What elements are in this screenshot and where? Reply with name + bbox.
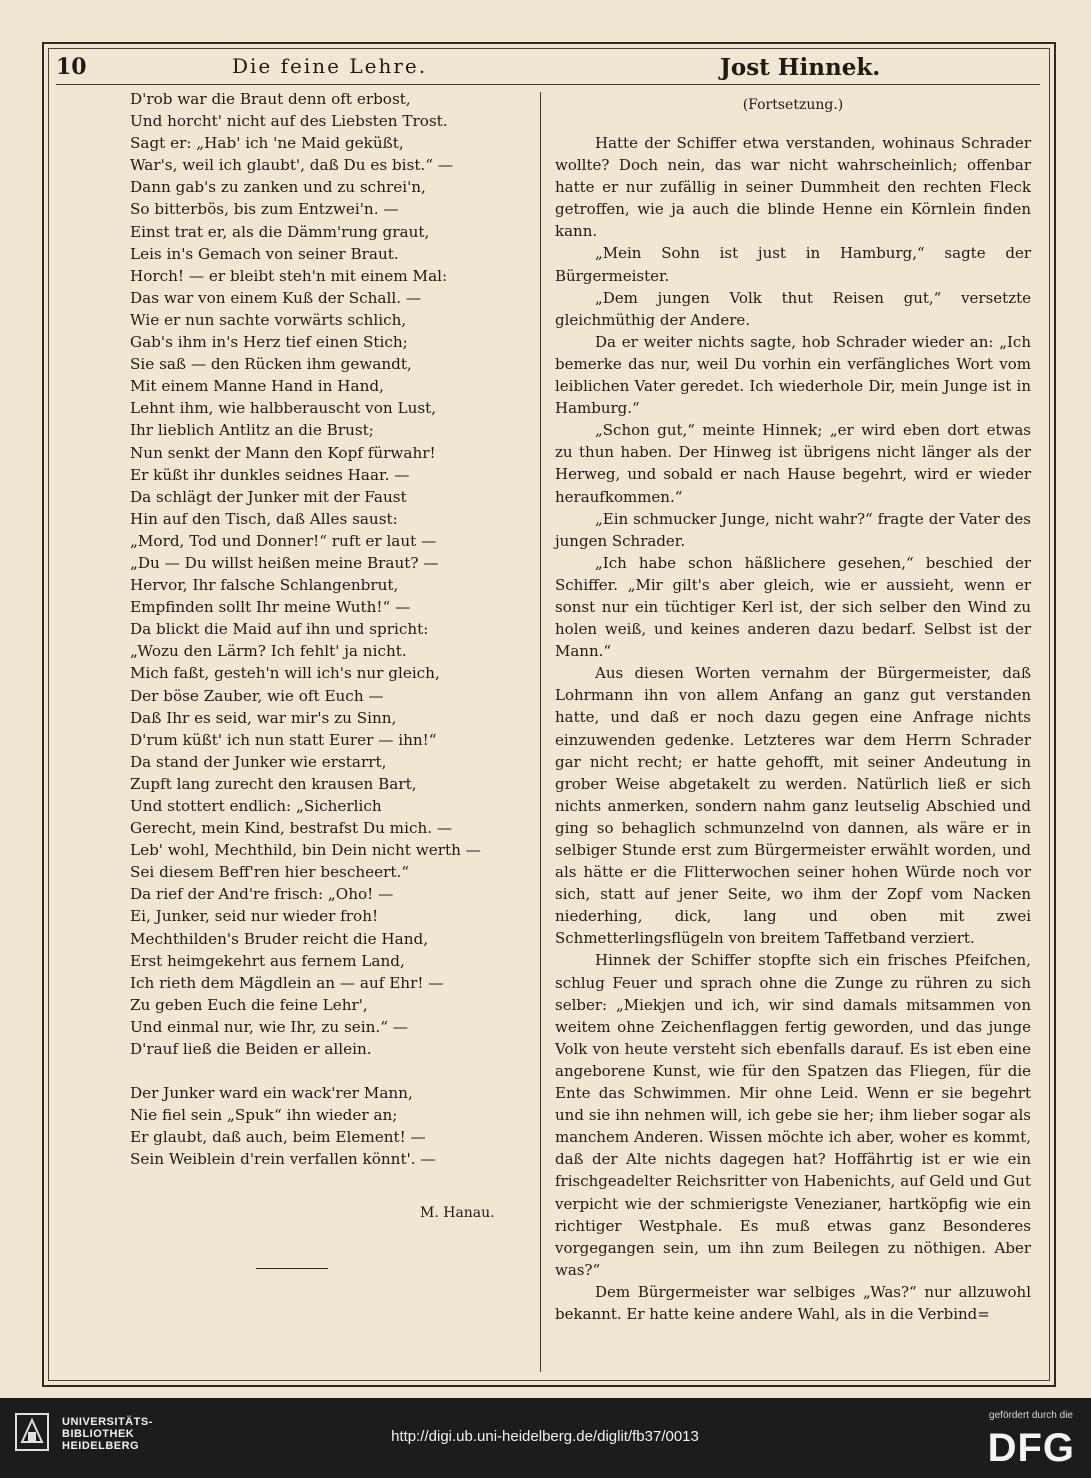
poem-line: Ich rieth dem Mägdlein an — auf Ehr! — [130,973,444,992]
poem-line: Gab's ihm in's Herz tief einen Stich; [130,333,408,352]
poem-line: Sagt er: „Hab' ich 'ne Maid geküßt, [130,134,404,153]
poem-line: Zupft lang zurecht den krausen Bart, [130,774,417,793]
story-paragraph: „Schon gut,“ meinte Hinnek; „er wird eben dort etwas zu thun haben. Der Hinweg ist übrigens nicht länger als der Herweg, und sobald er nach Hause begehrt, wird er wieder heraufkommen.“ [555,421,1031,506]
library-line: HEIDELBERG [62,1440,140,1452]
poem-line: Da rief der And're frisch: „Oho! — [130,885,394,904]
poem-line: Leis in's Gemach von seiner Braut. [130,244,399,263]
poem-line: Mich faßt, gesteh'n will ich's nur gleich, [130,664,440,683]
poem-line: Wie er nun sachte vorwärts schlich, [130,310,407,329]
story-paragraph: Da er weiter nichts sagte, hob Schrader wieder an: „Ich bemerke das nur, weil Du vorhin ein verfängliches Wort vom leiblichen Vater geredet. Ich wiederhole Dir, mein Junge ist in Hamburg.“ [555,332,1031,418]
story-paragraph: „Mein Sohn ist just in Hamburg,“ sagte der Bürgermeister. [555,244,1031,285]
poem-line: Einst trat er, als die Dämm'rung graut, [130,222,430,241]
poem-line: Und horcht' nicht auf des Liebsten Trost. [130,112,448,131]
dfg-logo[interactable]: DFG [987,1426,1075,1470]
poem-line: Der Junker ward ein wack'rer Mann, [130,1084,413,1103]
poem-stanza-1 [130,88,530,1060]
poem-line: Mechthilden's Bruder reicht die Hand, [130,929,429,948]
page-url-link[interactable]: http://digi.ub.uni-heidelberg.de/diglit/fb37/0013 [391,1428,699,1445]
poem-line: Er glaubt, daß auch, beim Element! — [130,1128,426,1147]
poem-line: Horch! — er bleibt steh'n mit einem Mal: [130,266,448,285]
story-paragraph: „Ein schmucker Junge, nicht wahr?“ fragte der Vater des jungen Schrader. [555,509,1031,550]
poem-line: Hervor, Ihr falsche Schlangenbrut, [130,576,399,595]
poem-line: Er küßt ihr dunkles seidnes Haar. — [130,465,410,484]
poem-line: Ihr lieblich Antlitz an die Brust; [130,421,374,440]
poem-line: Dann gab's zu zanken und zu schrei'n, [130,178,426,197]
poem-line: Und stottert endlich: „Sicherlich [130,797,382,815]
column-divider [540,92,541,1372]
story-paragraph: „Ich habe schon häßlichere gesehen,“ beschied der Schiffer. „Mir gilt's aber gleich, wie er aussieht, wenn er sonst nur ein tüchtiger Kerl ist, der sich selber den Wind zu holen weiß, und keines anderen dazu bedarf. Selbst ist der Mann.“ [555,553,1031,661]
poem-line: Ei, Junker, seid nur wieder froh! [130,907,379,926]
header-rule [56,84,1040,85]
right-column-title: Jost Hinnek. [720,54,881,81]
poem-line: „Mord, Tod und Donner!“ ruft er laut — [130,531,437,550]
story-paragraph: Aus diesen Worten vernahm der Bürgermeister, daß Lohrmann ihn von allem Anfang an ganz gut verstanden hatte, und daß er noch dazu gegen eine Anfrage nichts einzuwenden gedenke. Letzteres war dem Herrn Schrader gar nicht recht; er hatte gehofft, mit seiner Andeutung in grober Weise abgetakelt zu werden. Natürlich ließ er sich nichts anmerken, sondern nahm ganz leutselig Abschied und ging so behaglich schmunzelnd von dannen, als wäre er in selbiger Stunde erst zum Bürgermeister erwählt worden, und als hätte er die Flitterwochen seiner hohen Würde noch vor sich, statt auf jener Seite, wo ihm der Zopf vom Nacken niederhing, dick, lang und oben mit zwei Schmetterlingsflügeln von breitem Taffetband verziert. [555,664,1031,948]
poem-line: „Du — Du willst heißen meine Braut? — [130,553,439,572]
poem-line: Der böse Zauber, wie oft Euch — [130,686,384,705]
poem-line: D'rum küßt' ich nun statt Eurer — ihn!“ [130,730,437,749]
funding-note: gefördert durch die [989,1410,1073,1421]
story-paragraph: Hatte der Schiffer etwa verstanden, wohinaus Schrader wollte? Doch nein, das war nicht wahrscheinlich; offenbar hatte er nur zufällig in seiner Dummheit den rechten Fleck getroffen, wie ja auch die blinde Henne ein Körnlein finden kann. [555,134,1031,241]
library-line: BIBLIOTHEK [62,1428,135,1440]
poem-line: Nun senkt der Mann den Kopf fürwahr! [130,443,436,462]
library-line: UNIVERSITÄTS- [62,1416,153,1428]
poem-author: M. Hanau. [420,1205,495,1221]
poem-line: Da schlägt der Junker mit der Faust [130,487,407,506]
poem-line: Da stand der Junker wie erstarrt, [130,752,387,771]
poem-line: Zu geben Euch die feine Lehr', [130,995,368,1014]
poem-line: D'rauf ließ die Beiden er allein. [130,1040,372,1059]
poem-line: Das war von einem Kuß der Schall. — [130,288,422,307]
poem-line: Daß Ihr es seid, war mir's zu Sinn, [130,708,397,727]
poem-line: So bitterbös, bis zum Entzwei'n. — [130,200,399,219]
poem-line: Und einmal nur, wie Ihr, zu sein.“ — [130,1017,409,1036]
poem-line: Sie saß — den Rücken ihm gewandt, [130,355,412,374]
section-end-rule [256,1268,328,1269]
library-logo-text[interactable] [62,1416,153,1452]
poem-line: Nie fiel sein „Spuk“ ihn wieder an; [130,1106,398,1125]
poem-line: Hin auf den Tisch, daß Alles saust: [130,509,398,528]
poem-line: Lehnt ihm, wie halbberauscht von Lust, [130,399,437,418]
story-column [555,92,1031,1325]
stanza-gap [130,1060,530,1082]
poem-column [130,88,530,1171]
poem-line: Mit einem Manne Hand in Hand, [130,377,384,396]
poem-line: Sein Weiblein d'rein verfallen könnt'. — [130,1150,436,1169]
story-paragraph: „Dem jungen Volk thut Reisen gut,“ versetzte gleichmüthig der Andere. [555,288,1031,329]
page-number: 10 [56,54,87,80]
left-column-title: Die feine Lehre. [232,54,428,78]
poem-line: Leb' wohl, Mechthild, bin Dein nicht werth — [130,841,481,860]
story-paragraph: Hinnek der Schiffer stopfte sich ein frisches Pfeifchen, schlug Feuer und sprach ohne die Zunge zu rühren zu sich selber: „Miekjen und ich, wir sind damals mitsammen von weitem ohne Zeichenflaggen fertig geworden, und das junge Volk von heute versteht sich ebenfalls darauf. Es ist eben eine angeborene Kunst, wie für den Spatzen das Fliegen, für die Ente das Schwimmen. Mir ohne Leid. Wenn er sie begehrt und sie ihn nehmen will, ich gebe sie her; ihm lieber sogar als manchem Anderen. Wissen möchte ich aber, woher es kommt, daß der Alte nichts dagegen hat? Hoffährtig ist er wie ein frischgeadelter Reichsritter von Habenichts, auf Geld und Gut verpicht wie der schmierigste Venezianer, hartköpfig wie ein richtiger Westphale. Es muß etwas ganz Besonderes vorgegangen sein, um ihn zum Beilegen zu nöthigen. Aber was?“ [555,951,1031,1279]
story-body [555,132,1031,1325]
poem-line: D'rob war die Braut denn oft erbost, [130,90,411,108]
story-subtitle: (Fortsetzung.) [742,97,844,113]
poem-line: Erst heimgekehrt aus fernem Land, [130,951,405,970]
university-seal-icon [14,1412,50,1452]
viewer-footer [0,1398,1091,1478]
story-paragraph: Dem Bürgermeister war selbiges „Was?“ nur allzuwohl bekannt. Er hatte keine andere Wahl, als in die Verbind= [555,1282,1031,1323]
poem-line: War's, weil ich glaubt', daß Du es bist.“ — [130,156,454,175]
poem-line: Sei diesem Beff'ren hier bescheert.“ [130,863,410,882]
poem-line: Empfinden sollt Ihr meine Wuth!“ — [130,598,411,617]
poem-line: Gerecht, mein Kind, bestrafst Du mich. — [130,819,453,838]
poem-line: Da blickt die Maid auf ihn und spricht: [130,620,429,639]
poem-stanza-2 [130,1082,530,1170]
poem-line: „Wozu den Lärm? Ich fehlt' ja nicht. [130,642,407,661]
